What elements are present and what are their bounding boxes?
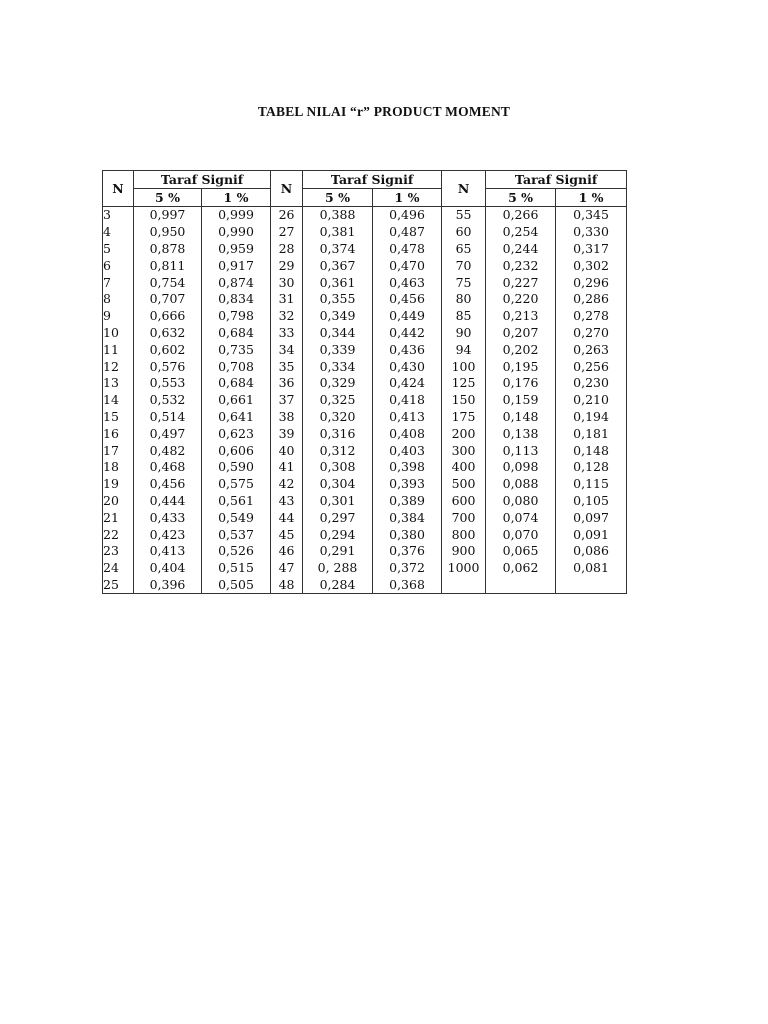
table-row: [103, 358, 627, 375]
cell-1pct: 0,181: [556, 425, 627, 442]
cell-1pct: 0,606: [202, 442, 271, 459]
cell-5pct: 0,602: [134, 341, 202, 358]
cell-n: 45: [271, 526, 303, 543]
cell-1pct: 0,148: [556, 442, 627, 459]
cell-5pct: 0,413: [134, 543, 202, 560]
cell-1pct: 0,210: [556, 391, 627, 408]
cell-5pct: 0,294: [303, 526, 373, 543]
cell-n: 200: [442, 425, 486, 442]
cell-n: 27: [271, 223, 303, 240]
cell-n: 14: [103, 391, 134, 408]
table-row: [103, 509, 627, 526]
cell-1pct: 0,115: [556, 475, 627, 492]
table-row: [103, 408, 627, 425]
table-row: [103, 475, 627, 492]
cell-1pct: 0,345: [556, 206, 627, 223]
header-n-3: N: [442, 171, 486, 207]
cell-5pct: [486, 576, 556, 593]
cell-n: 1000: [442, 559, 486, 576]
cell-1pct: 0,684: [202, 324, 271, 341]
table-row: [103, 559, 627, 576]
cell-5pct: 0,355: [303, 291, 373, 308]
cell-n: 40: [271, 442, 303, 459]
cell-5pct: 0,388: [303, 206, 373, 223]
cell-1pct: 0,641: [202, 408, 271, 425]
cell-1pct: 0,384: [373, 509, 442, 526]
cell-n: 7: [103, 274, 134, 291]
cell-5pct: 0,514: [134, 408, 202, 425]
cell-1pct: 0,424: [373, 375, 442, 392]
cell-n: 25: [103, 576, 134, 593]
cell-n: 4: [103, 223, 134, 240]
cell-1pct: 0,230: [556, 375, 627, 392]
cell-n: 75: [442, 274, 486, 291]
cell-5pct: 0,433: [134, 509, 202, 526]
table-row: [103, 492, 627, 509]
cell-5pct: 0,159: [486, 391, 556, 408]
cell-n: 33: [271, 324, 303, 341]
cell-1pct: 0,708: [202, 358, 271, 375]
cell-5pct: 0,138: [486, 425, 556, 442]
cell-1pct: 0,270: [556, 324, 627, 341]
cell-n: 44: [271, 509, 303, 526]
cell-n: 125: [442, 375, 486, 392]
cell-n: 35: [271, 358, 303, 375]
cell-1pct: 0,478: [373, 240, 442, 257]
cell-5pct: 0,339: [303, 341, 373, 358]
cell-n: 12: [103, 358, 134, 375]
cell-n: 42: [271, 475, 303, 492]
cell-1pct: 0,302: [556, 257, 627, 274]
cell-5pct: 0,444: [134, 492, 202, 509]
cell-5pct: 0,666: [134, 307, 202, 324]
table-row: [103, 274, 627, 291]
cell-1pct: 0,456: [373, 291, 442, 308]
cell-5pct: 0,456: [134, 475, 202, 492]
cell-5pct: 0,301: [303, 492, 373, 509]
cell-5pct: 0,297: [303, 509, 373, 526]
cell-1pct: 0,549: [202, 509, 271, 526]
header-5pct-3: 5 %: [486, 188, 556, 206]
cell-5pct: 0,312: [303, 442, 373, 459]
cell-n: 700: [442, 509, 486, 526]
cell-1pct: 0,999: [202, 206, 271, 223]
cell-n: 30: [271, 274, 303, 291]
cell-n: 23: [103, 543, 134, 560]
cell-5pct: 0,329: [303, 375, 373, 392]
cell-5pct: 0,404: [134, 559, 202, 576]
cell-5pct: 0,381: [303, 223, 373, 240]
cell-n: 32: [271, 307, 303, 324]
cell-5pct: 0,632: [134, 324, 202, 341]
header-taraf-3: Taraf Signif: [486, 171, 627, 189]
header-row-2: [103, 188, 627, 206]
cell-5pct: 0,811: [134, 257, 202, 274]
table-row: [103, 391, 627, 408]
cell-n: 175: [442, 408, 486, 425]
cell-1pct: 0,413: [373, 408, 442, 425]
cell-5pct: 0,468: [134, 459, 202, 476]
cell-1pct: 0,487: [373, 223, 442, 240]
cell-n: 46: [271, 543, 303, 560]
cell-5pct: 0,074: [486, 509, 556, 526]
cell-1pct: 0,296: [556, 274, 627, 291]
header-5pct-2: 5 %: [303, 188, 373, 206]
cell-n: 41: [271, 459, 303, 476]
cell-5pct: 0,213: [486, 307, 556, 324]
table-row: [103, 576, 627, 593]
cell-1pct: 0,590: [202, 459, 271, 476]
cell-n: 26: [271, 206, 303, 223]
cell-1pct: 0,990: [202, 223, 271, 240]
cell-1pct: 0,317: [556, 240, 627, 257]
cell-n: 70: [442, 257, 486, 274]
cell-1pct: 0,097: [556, 509, 627, 526]
cell-5pct: 0,176: [486, 375, 556, 392]
cell-5pct: 0,334: [303, 358, 373, 375]
header-n-1: N: [103, 171, 134, 207]
header-n-2: N: [271, 171, 303, 207]
header-row-1: [103, 171, 627, 189]
cell-5pct: 0,878: [134, 240, 202, 257]
cell-n: 5: [103, 240, 134, 257]
cell-5pct: 0,062: [486, 559, 556, 576]
cell-n: 600: [442, 492, 486, 509]
cell-1pct: 0,496: [373, 206, 442, 223]
cell-5pct: 0,482: [134, 442, 202, 459]
header-1pct-1: 1 %: [202, 188, 271, 206]
table-row: [103, 425, 627, 442]
cell-5pct: 0,320: [303, 408, 373, 425]
cell-5pct: 0,497: [134, 425, 202, 442]
cell-1pct: 0,368: [373, 576, 442, 593]
cell-n: 19: [103, 475, 134, 492]
cell-5pct: 0,220: [486, 291, 556, 308]
cell-5pct: 0,576: [134, 358, 202, 375]
header-taraf-1: Taraf Signif: [134, 171, 271, 189]
cell-5pct: 0,344: [303, 324, 373, 341]
cell-5pct: 0,232: [486, 257, 556, 274]
cell-n: 3: [103, 206, 134, 223]
cell-5pct: 0,754: [134, 274, 202, 291]
table-row: [103, 526, 627, 543]
cell-1pct: 0,449: [373, 307, 442, 324]
cell-n: 48: [271, 576, 303, 593]
cell-5pct: 0,374: [303, 240, 373, 257]
cell-1pct: 0,330: [556, 223, 627, 240]
cell-1pct: [556, 576, 627, 593]
cell-1pct: 0,418: [373, 391, 442, 408]
cell-n: 90: [442, 324, 486, 341]
cell-5pct: 0,266: [486, 206, 556, 223]
table-row: [103, 223, 627, 240]
cell-1pct: 0,684: [202, 375, 271, 392]
cell-1pct: 0,834: [202, 291, 271, 308]
cell-5pct: 0,195: [486, 358, 556, 375]
cell-n: 150: [442, 391, 486, 408]
cell-5pct: 0,532: [134, 391, 202, 408]
cell-n: 21: [103, 509, 134, 526]
table-row: [103, 206, 627, 223]
cell-n: 85: [442, 307, 486, 324]
cell-n: 39: [271, 425, 303, 442]
cell-1pct: 0,463: [373, 274, 442, 291]
cell-1pct: 0,128: [556, 459, 627, 476]
cell-1pct: 0,537: [202, 526, 271, 543]
cell-1pct: 0,623: [202, 425, 271, 442]
cell-1pct: 0,561: [202, 492, 271, 509]
cell-1pct: 0,263: [556, 341, 627, 358]
table-row: [103, 257, 627, 274]
table-body: [103, 206, 627, 593]
cell-5pct: 0,202: [486, 341, 556, 358]
table-row: [103, 459, 627, 476]
cell-n: 18: [103, 459, 134, 476]
cell-5pct: 0,244: [486, 240, 556, 257]
cell-1pct: 0,408: [373, 425, 442, 442]
cell-1pct: 0,081: [556, 559, 627, 576]
cell-1pct: 0,380: [373, 526, 442, 543]
cell-5pct: 0,284: [303, 576, 373, 593]
cell-1pct: 0,286: [556, 291, 627, 308]
cell-n: 94: [442, 341, 486, 358]
cell-n: 80: [442, 291, 486, 308]
cell-1pct: 0,874: [202, 274, 271, 291]
cell-1pct: 0,086: [556, 543, 627, 560]
cell-n: 43: [271, 492, 303, 509]
table-row: [103, 291, 627, 308]
cell-1pct: 0,372: [373, 559, 442, 576]
cell-n: 37: [271, 391, 303, 408]
cell-n: 900: [442, 543, 486, 560]
cell-5pct: 0,950: [134, 223, 202, 240]
cell-5pct: 0,361: [303, 274, 373, 291]
cell-n: 17: [103, 442, 134, 459]
cell-5pct: 0,088: [486, 475, 556, 492]
cell-n: 800: [442, 526, 486, 543]
cell-1pct: 0,194: [556, 408, 627, 425]
cell-n: 400: [442, 459, 486, 476]
cell-1pct: 0,389: [373, 492, 442, 509]
cell-n: 16: [103, 425, 134, 442]
cell-5pct: 0,098: [486, 459, 556, 476]
cell-n: 65: [442, 240, 486, 257]
cell-n: 28: [271, 240, 303, 257]
cell-1pct: 0,403: [373, 442, 442, 459]
table-row: [103, 341, 627, 358]
page-title: TABEL NILAI “r” PRODUCT MOMENT: [257, 104, 511, 119]
cell-n: 11: [103, 341, 134, 358]
table-row: [103, 307, 627, 324]
cell-n: 47: [271, 559, 303, 576]
cell-n: 38: [271, 408, 303, 425]
table-row: [103, 543, 627, 560]
header-1pct-2: 1 %: [373, 188, 442, 206]
cell-5pct: 0,113: [486, 442, 556, 459]
cell-1pct: 0,393: [373, 475, 442, 492]
cell-1pct: 0,256: [556, 358, 627, 375]
cell-1pct: 0,398: [373, 459, 442, 476]
cell-1pct: 0,091: [556, 526, 627, 543]
cell-5pct: 0,304: [303, 475, 373, 492]
cell-1pct: 0,959: [202, 240, 271, 257]
cell-5pct: 0,997: [134, 206, 202, 223]
cell-1pct: 0,430: [373, 358, 442, 375]
cell-1pct: 0,917: [202, 257, 271, 274]
cell-5pct: 0,325: [303, 391, 373, 408]
cell-n: 34: [271, 341, 303, 358]
header-1pct-3: 1 %: [556, 188, 627, 206]
cell-5pct: 0,254: [486, 223, 556, 240]
cell-n: 31: [271, 291, 303, 308]
cell-1pct: 0,526: [202, 543, 271, 560]
cell-5pct: 0,227: [486, 274, 556, 291]
cell-n: 22: [103, 526, 134, 543]
cell-1pct: 0,436: [373, 341, 442, 358]
table-row: [103, 324, 627, 341]
cell-1pct: 0,505: [202, 576, 271, 593]
cell-n: 55: [442, 206, 486, 223]
cell-1pct: 0,470: [373, 257, 442, 274]
cell-n: 9: [103, 307, 134, 324]
cell-n: 8: [103, 291, 134, 308]
header-taraf-2: Taraf Signif: [303, 171, 442, 189]
cell-n: 36: [271, 375, 303, 392]
cell-1pct: 0,278: [556, 307, 627, 324]
cell-n: 24: [103, 559, 134, 576]
cell-1pct: 0,515: [202, 559, 271, 576]
header-5pct-1: 5 %: [134, 188, 202, 206]
cell-5pct: 0,423: [134, 526, 202, 543]
cell-5pct: 0,207: [486, 324, 556, 341]
cell-5pct: 0,065: [486, 543, 556, 560]
cell-1pct: 0,442: [373, 324, 442, 341]
table-row: [103, 240, 627, 257]
cell-5pct: 0,291: [303, 543, 373, 560]
cell-5pct: 0,308: [303, 459, 373, 476]
cell-n: 15: [103, 408, 134, 425]
cell-5pct: 0,070: [486, 526, 556, 543]
cell-5pct: 0,553: [134, 375, 202, 392]
cell-n: 500: [442, 475, 486, 492]
cell-1pct: 0,376: [373, 543, 442, 560]
cell-n: 13: [103, 375, 134, 392]
r-product-moment-table: [102, 170, 627, 594]
cell-n: 20: [103, 492, 134, 509]
table-row: [103, 442, 627, 459]
cell-5pct: 0,080: [486, 492, 556, 509]
cell-n: [442, 576, 486, 593]
cell-1pct: 0,575: [202, 475, 271, 492]
cell-n: 60: [442, 223, 486, 240]
cell-n: 6: [103, 257, 134, 274]
cell-1pct: 0,798: [202, 307, 271, 324]
cell-n: 10: [103, 324, 134, 341]
cell-1pct: 0,661: [202, 391, 271, 408]
cell-1pct: 0,735: [202, 341, 271, 358]
cell-1pct: 0,105: [556, 492, 627, 509]
cell-5pct: 0,148: [486, 408, 556, 425]
cell-n: 300: [442, 442, 486, 459]
cell-5pct: 0,316: [303, 425, 373, 442]
cell-5pct: 0,349: [303, 307, 373, 324]
cell-n: 100: [442, 358, 486, 375]
cell-5pct: 0,367: [303, 257, 373, 274]
cell-5pct: 0, 288: [303, 559, 373, 576]
table-row: [103, 375, 627, 392]
cell-5pct: 0,396: [134, 576, 202, 593]
cell-n: 29: [271, 257, 303, 274]
cell-5pct: 0,707: [134, 291, 202, 308]
